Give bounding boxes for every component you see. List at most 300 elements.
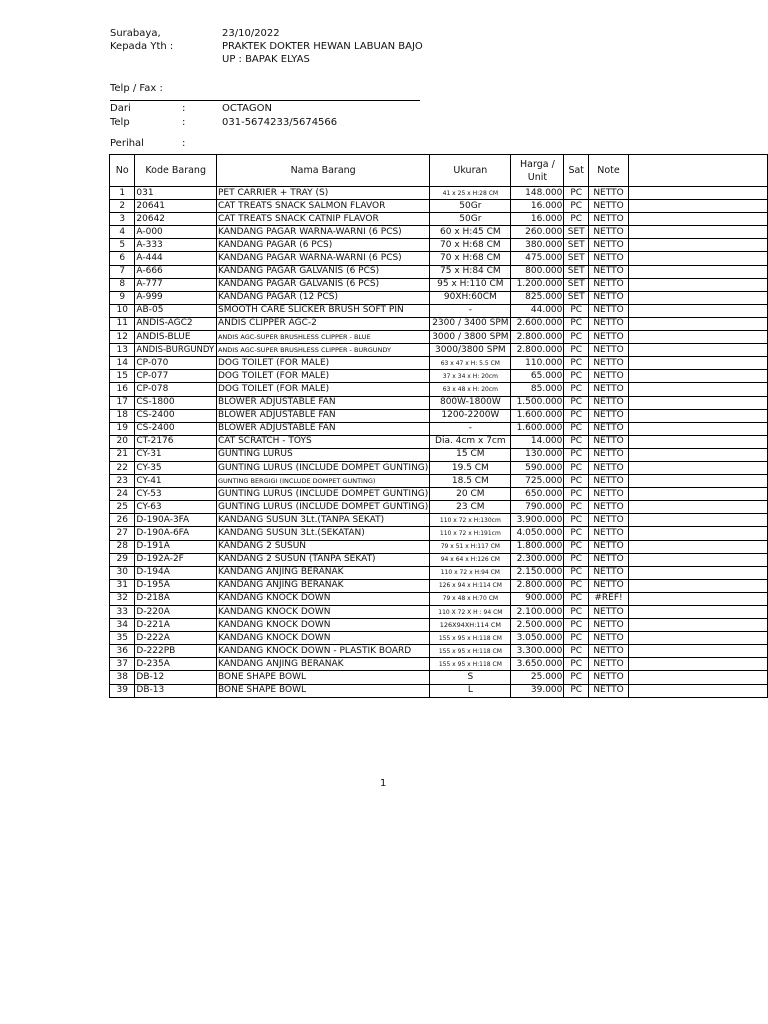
- cell-price: 44.000: [511, 304, 564, 317]
- cell-no: 25: [110, 501, 135, 514]
- cell-name: ANDIS CLIPPER AGC-2: [216, 317, 429, 330]
- price-table: [109, 154, 768, 698]
- cell-no: 10: [110, 304, 135, 317]
- cell-name: KANDANG KNOCK DOWN: [216, 592, 429, 605]
- attention-value: UP : BAPAK ELYAS: [222, 54, 310, 65]
- cell-note: NETTO: [589, 187, 629, 200]
- cell-price: 1.500.000: [511, 396, 564, 409]
- cell-price: 85.000: [511, 383, 564, 396]
- cell-no: 33: [110, 606, 135, 619]
- table-row: [110, 606, 768, 619]
- cell-code: DB-13: [135, 684, 217, 697]
- cell-size: 110 x 72 x H:191cm: [430, 527, 511, 540]
- cell-name: GUNTING BERGIGI (INCLUDE DOMPET GUNTING): [216, 475, 429, 488]
- cell-name: BONE SHAPE BOWL: [216, 684, 429, 697]
- cell-note: NETTO: [589, 383, 629, 396]
- cell-unit: PC: [564, 213, 589, 226]
- cell-unit: PC: [564, 671, 589, 684]
- cell-blank: [628, 187, 767, 200]
- cell-note: NETTO: [589, 566, 629, 579]
- cell-blank: [628, 448, 767, 461]
- cell-unit: PC: [564, 317, 589, 330]
- cell-price: 590.000: [511, 461, 564, 474]
- cell-unit: SET: [564, 226, 589, 239]
- cell-name: BLOWER ADJUSTABLE FAN: [216, 409, 429, 422]
- cell-price: 39.000: [511, 684, 564, 697]
- table-row: [110, 331, 768, 344]
- cell-unit: PC: [564, 461, 589, 474]
- recipient-label: Kepada Yth :: [110, 41, 174, 52]
- cell-no: 34: [110, 619, 135, 632]
- cell-name: KANDANG 2 SUSUN (TANPA SEKAT): [216, 553, 429, 566]
- cell-blank: [628, 239, 767, 252]
- cell-size: 110 x 72 x H:130cm: [430, 514, 511, 527]
- cell-blank: [628, 540, 767, 553]
- cell-name: KANDANG PAGAR (12 PCS): [216, 291, 429, 304]
- cell-price: 2.150.000: [511, 566, 564, 579]
- cell-name: GUNTING LURUS: [216, 448, 429, 461]
- cell-no: 18: [110, 409, 135, 422]
- cell-size: 41 x 25 x H:28 CM: [430, 187, 511, 200]
- cell-unit: PC: [564, 383, 589, 396]
- cell-size: 800W-1800W: [430, 396, 511, 409]
- cell-price: 825.000: [511, 291, 564, 304]
- cell-no: 7: [110, 265, 135, 278]
- cell-note: NETTO: [589, 213, 629, 226]
- cell-blank: [628, 684, 767, 697]
- sender-colon: :: [182, 103, 186, 114]
- table-row: [110, 527, 768, 540]
- cell-code: A-999: [135, 291, 217, 304]
- cell-unit: PC: [564, 357, 589, 370]
- date-value: 23/10/2022: [222, 28, 280, 39]
- table-row: [110, 252, 768, 265]
- cell-note: NETTO: [589, 475, 629, 488]
- cell-code: D-222A: [135, 632, 217, 645]
- recipient-value: PRAKTEK DOKTER HEWAN LABUAN BAJO: [222, 41, 423, 52]
- cell-note: NETTO: [589, 501, 629, 514]
- cell-price: 65.000: [511, 370, 564, 383]
- cell-note: NETTO: [589, 396, 629, 409]
- cell-size: 95 x H:110 CM: [430, 278, 511, 291]
- table-row: [110, 579, 768, 592]
- cell-no: 28: [110, 540, 135, 553]
- cell-unit: PC: [564, 514, 589, 527]
- cell-size: 90XH:60CM: [430, 291, 511, 304]
- table-row: [110, 448, 768, 461]
- col-header-size: Ukuran: [430, 155, 511, 187]
- cell-blank: [628, 435, 767, 448]
- cell-size: 75 x H:84 CM: [430, 265, 511, 278]
- cell-unit: SET: [564, 252, 589, 265]
- cell-size: 126X94XH:114 CM: [430, 619, 511, 632]
- cell-no: 31: [110, 579, 135, 592]
- cell-unit: PC: [564, 501, 589, 514]
- cell-no: 35: [110, 632, 135, 645]
- cell-no: 37: [110, 658, 135, 671]
- cell-note: NETTO: [589, 658, 629, 671]
- cell-name: SMOOTH CARE SLICKER BRUSH SOFT PIN: [216, 304, 429, 317]
- cell-price: 2.800.000: [511, 344, 564, 357]
- cell-note: NETTO: [589, 370, 629, 383]
- cell-blank: [628, 317, 767, 330]
- cell-code: CY-63: [135, 501, 217, 514]
- telp-fax-label: Telp / Fax :: [110, 83, 163, 94]
- cell-no: 16: [110, 383, 135, 396]
- cell-blank: [628, 278, 767, 291]
- cell-blank: [628, 304, 767, 317]
- cell-size: 63 x 48 x H: 20cm: [430, 383, 511, 396]
- cell-code: CY-53: [135, 488, 217, 501]
- cell-code: CY-41: [135, 475, 217, 488]
- cell-size: 60 x H:45 CM: [430, 226, 511, 239]
- cell-code: D-194A: [135, 566, 217, 579]
- cell-size: 110 x 72 x H:94 CM: [430, 566, 511, 579]
- cell-name: KANDANG KNOCK DOWN: [216, 619, 429, 632]
- cell-name: CAT TREATS SNACK SALMON FLAVOR: [216, 200, 429, 213]
- cell-price: 900.000: [511, 592, 564, 605]
- cell-code: 20641: [135, 200, 217, 213]
- cell-code: AB-05: [135, 304, 217, 317]
- cell-name: KANDANG KNOCK DOWN - PLASTIK BOARD: [216, 645, 429, 658]
- table-header-row: [110, 155, 768, 187]
- table-row: [110, 213, 768, 226]
- cell-code: 031: [135, 187, 217, 200]
- cell-note: NETTO: [589, 304, 629, 317]
- table-row: [110, 553, 768, 566]
- cell-code: A-333: [135, 239, 217, 252]
- cell-unit: SET: [564, 239, 589, 252]
- cell-unit: PC: [564, 488, 589, 501]
- col-header-price: Harga / Unit: [511, 155, 564, 187]
- table-row: [110, 658, 768, 671]
- cell-code: D-222PB: [135, 645, 217, 658]
- cell-no: 3: [110, 213, 135, 226]
- cell-unit: PC: [564, 435, 589, 448]
- cell-code: D-218A: [135, 592, 217, 605]
- cell-no: 14: [110, 357, 135, 370]
- cell-no: 27: [110, 527, 135, 540]
- cell-unit: PC: [564, 187, 589, 200]
- cell-unit: PC: [564, 553, 589, 566]
- cell-name: KANDANG KNOCK DOWN: [216, 632, 429, 645]
- cell-no: 9: [110, 291, 135, 304]
- cell-size: 1200-2200W: [430, 409, 511, 422]
- cell-unit: SET: [564, 265, 589, 278]
- cell-size: -: [430, 422, 511, 435]
- cell-name: DOG TOILET (FOR MALE): [216, 383, 429, 396]
- cell-price: 16.000: [511, 200, 564, 213]
- cell-unit: PC: [564, 592, 589, 605]
- phone-colon: :: [182, 117, 186, 128]
- cell-size: L: [430, 684, 511, 697]
- cell-blank: [628, 566, 767, 579]
- cell-name: GUNTING LURUS (INCLUDE DOMPET GUNTING): [216, 501, 429, 514]
- cell-unit: PC: [564, 344, 589, 357]
- cell-no: 22: [110, 461, 135, 474]
- table-row: [110, 357, 768, 370]
- cell-name: KANDANG SUSUN 3Lt.(TANPA SEKAT): [216, 514, 429, 527]
- cell-size: 20 CM: [430, 488, 511, 501]
- cell-blank: [628, 422, 767, 435]
- cell-no: 13: [110, 344, 135, 357]
- cell-unit: PC: [564, 396, 589, 409]
- cell-code: D-192A-2F: [135, 553, 217, 566]
- cell-name: BLOWER ADJUSTABLE FAN: [216, 422, 429, 435]
- cell-code: CT-2176: [135, 435, 217, 448]
- cell-no: 12: [110, 331, 135, 344]
- cell-note: NETTO: [589, 514, 629, 527]
- cell-no: 2: [110, 200, 135, 213]
- cell-no: 6: [110, 252, 135, 265]
- cell-name: KANDANG 2 SUSUN: [216, 540, 429, 553]
- cell-note: NETTO: [589, 239, 629, 252]
- col-header-name: Nama Barang: [216, 155, 429, 187]
- cell-code: A-777: [135, 278, 217, 291]
- cell-blank: [628, 344, 767, 357]
- cell-name: KANDANG ANJING BERANAK: [216, 579, 429, 592]
- cell-unit: PC: [564, 331, 589, 344]
- table-row: [110, 409, 768, 422]
- cell-note: NETTO: [589, 252, 629, 265]
- cell-blank: [628, 488, 767, 501]
- cell-size: 79 x 48 x H:70 CM: [430, 592, 511, 605]
- cell-unit: SET: [564, 278, 589, 291]
- cell-name: KANDANG PAGAR (6 PCS): [216, 239, 429, 252]
- cell-blank: [628, 553, 767, 566]
- cell-code: CY-35: [135, 461, 217, 474]
- cell-note: NETTO: [589, 226, 629, 239]
- cell-price: 2.500.000: [511, 619, 564, 632]
- cell-price: 475.000: [511, 252, 564, 265]
- cell-blank: [628, 606, 767, 619]
- cell-note: NETTO: [589, 409, 629, 422]
- cell-unit: PC: [564, 527, 589, 540]
- cell-no: 17: [110, 396, 135, 409]
- cell-name: PET CARRIER + TRAY (S): [216, 187, 429, 200]
- cell-code: A-444: [135, 252, 217, 265]
- cell-no: 38: [110, 671, 135, 684]
- cell-unit: PC: [564, 475, 589, 488]
- cell-code: CS-2400: [135, 409, 217, 422]
- cell-blank: [628, 514, 767, 527]
- cell-no: 19: [110, 422, 135, 435]
- cell-code: D-220A: [135, 606, 217, 619]
- cell-price: 3.050.000: [511, 632, 564, 645]
- cell-size: 3000/3800 SPM: [430, 344, 511, 357]
- cell-no: 29: [110, 553, 135, 566]
- cell-price: 148.000: [511, 187, 564, 200]
- cell-size: 19.5 CM: [430, 461, 511, 474]
- cell-note: NETTO: [589, 684, 629, 697]
- cell-unit: PC: [564, 658, 589, 671]
- table-row: [110, 619, 768, 632]
- cell-name: GUNTING LURUS (INCLUDE DOMPET GUNTING): [216, 461, 429, 474]
- cell-code: ANDIS-BURGUNDY: [135, 344, 217, 357]
- cell-price: 110.000: [511, 357, 564, 370]
- cell-note: NETTO: [589, 632, 629, 645]
- cell-name: KANDANG KNOCK DOWN: [216, 606, 429, 619]
- cell-name: ANDIS AGC-SUPER BRUSHLESS CLIPPER - BURGUNDY: [216, 344, 429, 357]
- cell-unit: PC: [564, 304, 589, 317]
- sender-value: OCTAGON: [222, 103, 272, 114]
- cell-unit: PC: [564, 200, 589, 213]
- table-row: [110, 200, 768, 213]
- cell-size: 15 CM: [430, 448, 511, 461]
- cell-code: D-190A-6FA: [135, 527, 217, 540]
- cell-unit: PC: [564, 540, 589, 553]
- cell-unit: PC: [564, 579, 589, 592]
- table-row: [110, 671, 768, 684]
- cell-blank: [628, 632, 767, 645]
- table-row: [110, 239, 768, 252]
- cell-price: 2.800.000: [511, 331, 564, 344]
- cell-name: KANDANG PAGAR WARNA-WARNI (6 PCS): [216, 252, 429, 265]
- cell-blank: [628, 291, 767, 304]
- cell-blank: [628, 213, 767, 226]
- table-row: [110, 422, 768, 435]
- cell-code: ANDIS-AGC2: [135, 317, 217, 330]
- cell-code: D-235A: [135, 658, 217, 671]
- cell-note: NETTO: [589, 200, 629, 213]
- table-row: [110, 265, 768, 278]
- cell-note: NETTO: [589, 357, 629, 370]
- cell-unit: SET: [564, 291, 589, 304]
- cell-price: 1.600.000: [511, 409, 564, 422]
- cell-blank: [628, 331, 767, 344]
- cell-size: 50Gr: [430, 213, 511, 226]
- cell-no: 39: [110, 684, 135, 697]
- cell-name: DOG TOILET (FOR MALE): [216, 357, 429, 370]
- cell-code: A-666: [135, 265, 217, 278]
- cell-name: DOG TOILET (FOR MALE): [216, 370, 429, 383]
- cell-price: 2.800.000: [511, 579, 564, 592]
- cell-size: 2300 / 3400 SPM: [430, 317, 511, 330]
- cell-unit: PC: [564, 606, 589, 619]
- col-header-code: Kode Barang: [135, 155, 217, 187]
- cell-price: 790.000: [511, 501, 564, 514]
- col-header-unit: Sat: [564, 155, 589, 187]
- cell-price: 3.300.000: [511, 645, 564, 658]
- table-row: [110, 684, 768, 697]
- cell-no: 20: [110, 435, 135, 448]
- phone-value: 031-5674233/5674566: [222, 117, 338, 128]
- table-row: [110, 632, 768, 645]
- cell-name: KANDANG ANJING BERANAK: [216, 566, 429, 579]
- cell-blank: [628, 226, 767, 239]
- cell-size: 50Gr: [430, 200, 511, 213]
- cell-note: NETTO: [589, 448, 629, 461]
- cell-name: KANDANG SUSUN 3Lt.(SEKATAN): [216, 527, 429, 540]
- cell-unit: PC: [564, 422, 589, 435]
- cell-blank: [628, 461, 767, 474]
- cell-unit: PC: [564, 619, 589, 632]
- cell-name: BONE SHAPE BOWL: [216, 671, 429, 684]
- cell-price: 4.050.000: [511, 527, 564, 540]
- cell-price: 3.900.000: [511, 514, 564, 527]
- cell-size: 23 CM: [430, 501, 511, 514]
- table-row: [110, 383, 768, 396]
- cell-price: 800.000: [511, 265, 564, 278]
- cell-code: CP-070: [135, 357, 217, 370]
- table-row: [110, 592, 768, 605]
- cell-code: D-221A: [135, 619, 217, 632]
- cell-unit: PC: [564, 409, 589, 422]
- cell-price: 1.200.000: [511, 278, 564, 291]
- cell-size: 70 x H:68 CM: [430, 239, 511, 252]
- cell-size: 94 x 64 x H:126 CM: [430, 553, 511, 566]
- cell-unit: PC: [564, 645, 589, 658]
- cell-code: 20642: [135, 213, 217, 226]
- cell-price: 260.000: [511, 226, 564, 239]
- cell-code: ANDIS-BLUE: [135, 331, 217, 344]
- cell-note: NETTO: [589, 645, 629, 658]
- cell-note: NETTO: [589, 265, 629, 278]
- col-header-no: No: [110, 155, 135, 187]
- sender-label: Dari: [110, 103, 131, 114]
- cell-name: ANDIS AGC-SUPER BRUSHLESS CLIPPER - BLUE: [216, 331, 429, 344]
- cell-size: 110 X 72 X H : 94 CM: [430, 606, 511, 619]
- cell-code: CY-31: [135, 448, 217, 461]
- cell-size: 155 x 95 x H:118 CM: [430, 658, 511, 671]
- cell-code: CP-078: [135, 383, 217, 396]
- cell-no: 30: [110, 566, 135, 579]
- cell-price: 2.300.000: [511, 553, 564, 566]
- cell-price: 650.000: [511, 488, 564, 501]
- cell-blank: [628, 383, 767, 396]
- cell-size: 155 x 95 x H:118 CM: [430, 632, 511, 645]
- table-row: [110, 304, 768, 317]
- cell-blank: [628, 252, 767, 265]
- cell-note: NETTO: [589, 579, 629, 592]
- cell-blank: [628, 658, 767, 671]
- table-row: [110, 344, 768, 357]
- table-row: [110, 278, 768, 291]
- cell-no: 5: [110, 239, 135, 252]
- table-row: [110, 488, 768, 501]
- cell-no: 4: [110, 226, 135, 239]
- cell-price: 25.000: [511, 671, 564, 684]
- cell-size: S: [430, 671, 511, 684]
- table-row: [110, 645, 768, 658]
- city-label: Surabaya,: [110, 28, 161, 39]
- cell-note: NETTO: [589, 331, 629, 344]
- cell-note: NETTO: [589, 606, 629, 619]
- cell-code: D-195A: [135, 579, 217, 592]
- cell-no: 24: [110, 488, 135, 501]
- cell-code: D-191A: [135, 540, 217, 553]
- cell-note: NETTO: [589, 671, 629, 684]
- cell-size: 70 x H:68 CM: [430, 252, 511, 265]
- cell-unit: PC: [564, 684, 589, 697]
- cell-price: 16.000: [511, 213, 564, 226]
- cell-unit: PC: [564, 632, 589, 645]
- cell-no: 8: [110, 278, 135, 291]
- cell-note: NETTO: [589, 278, 629, 291]
- cell-blank: [628, 592, 767, 605]
- cell-code: DB-12: [135, 671, 217, 684]
- cell-no: 26: [110, 514, 135, 527]
- col-header-blank: [628, 155, 767, 187]
- cell-name: KANDANG PAGAR WARNA-WARNI (6 PCS): [216, 226, 429, 239]
- cell-note: NETTO: [589, 553, 629, 566]
- cell-price: 3.650.000: [511, 658, 564, 671]
- cell-blank: [628, 671, 767, 684]
- cell-price: 14.000: [511, 435, 564, 448]
- cell-blank: [628, 619, 767, 632]
- table-row: [110, 317, 768, 330]
- cell-note: NETTO: [589, 435, 629, 448]
